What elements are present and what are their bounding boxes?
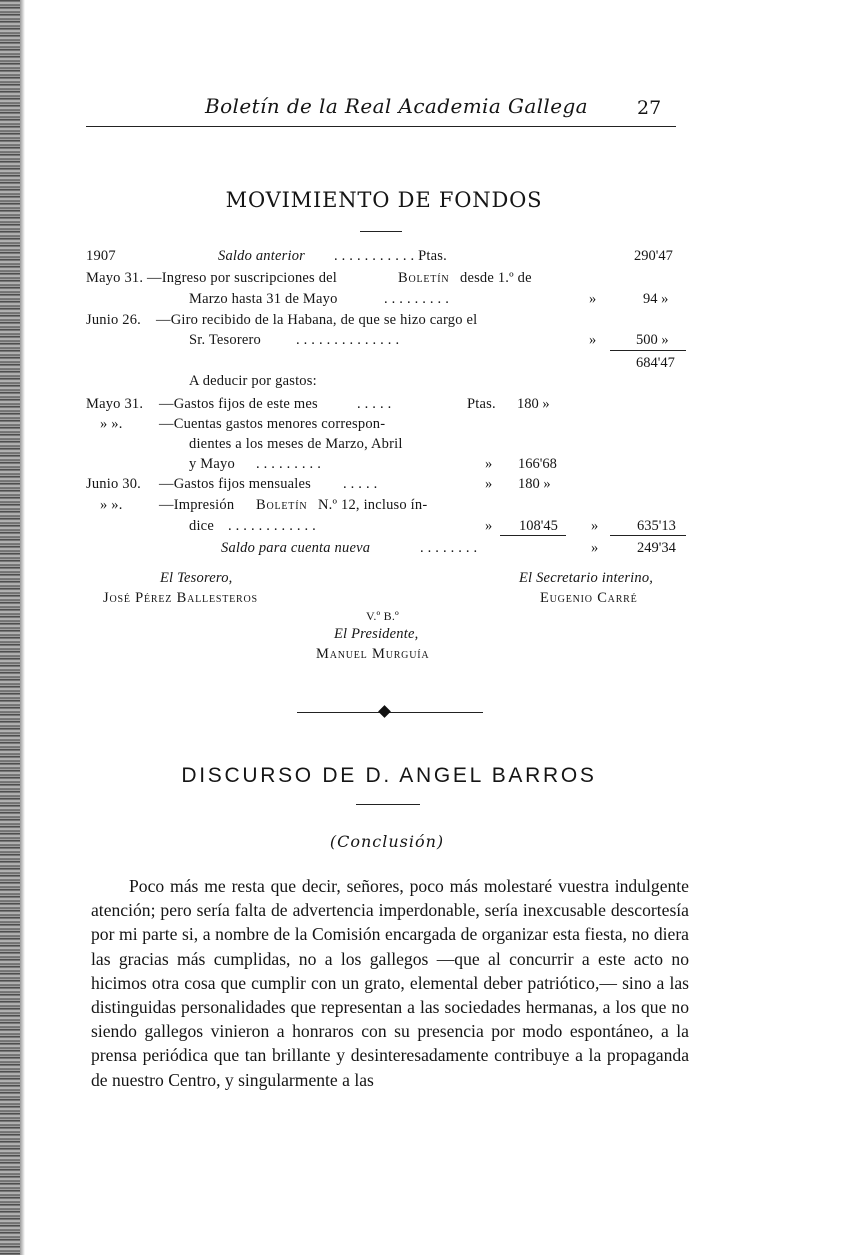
title-underline bbox=[360, 231, 402, 232]
ledger-desc: Saldo para cuenta nueva bbox=[221, 540, 371, 556]
ledger-leader: . . . . . . . . . . . . bbox=[228, 518, 316, 534]
ledger-desc-after: N.º 12, incluso ín- bbox=[318, 497, 428, 513]
ledger-date: Junio 26. bbox=[86, 312, 141, 328]
section-title-discurso: DISCURSO DE D. ANGEL BARROS bbox=[181, 764, 597, 787]
ledger-ditto-date: » ». bbox=[100, 497, 123, 513]
ledger-amount: 180 » bbox=[518, 476, 551, 492]
ledger-total: 249'34 bbox=[637, 540, 676, 556]
visto-bueno: V.º B.º bbox=[366, 609, 399, 623]
ledger-ditto-mark: » bbox=[485, 518, 493, 534]
ledger-desc: Sr. Tesorero bbox=[189, 332, 261, 348]
ledger-desc: Marzo hasta 31 de Mayo bbox=[189, 291, 338, 307]
ledger-ditto-mark: » bbox=[485, 476, 493, 492]
ledger-desc: —Gastos fijos mensuales bbox=[159, 476, 312, 492]
president-role: El Presidente, bbox=[334, 626, 419, 642]
ledger-leader: . . . . . bbox=[357, 396, 392, 412]
ledger-desc: —Cuentas gastos menores correspon- bbox=[159, 416, 386, 432]
ledger-desc-smallcaps: Boletín bbox=[398, 270, 450, 286]
ledger-desc: dientes a los meses de Marzo, Abril bbox=[189, 436, 403, 452]
sum-rule bbox=[500, 535, 566, 536]
ledger-leader: . . . . . . . . bbox=[420, 540, 478, 556]
ledger-leader: . . . . . . . . . . . . . . bbox=[296, 332, 400, 348]
ledger-ditto-mark: » bbox=[589, 332, 597, 348]
ledger-date: Mayo 31. bbox=[86, 396, 144, 412]
president-name: Manuel Murguía bbox=[316, 646, 430, 662]
ledger-ditto-date: » ». bbox=[100, 416, 123, 432]
ledger-ditto-mark: » bbox=[589, 291, 597, 307]
running-title: Boletín de la Real Academia Gallega bbox=[205, 94, 588, 118]
discurso-subtitle: (Conclusión) bbox=[329, 832, 445, 851]
ledger-date: 1907 bbox=[86, 248, 116, 264]
ledger-amount: 108'45 bbox=[519, 518, 558, 534]
divider-diamond bbox=[378, 705, 391, 718]
ledger-leader: . . . . . . . . . bbox=[256, 456, 322, 472]
ledger-desc: dice bbox=[189, 518, 214, 534]
ledger-amount: 166'68 bbox=[518, 456, 557, 472]
ledger-desc: —Ingreso por suscripciones del bbox=[147, 270, 338, 286]
ledger-leader: . . . . . . . . . bbox=[384, 291, 450, 307]
page-number: 27 bbox=[637, 97, 662, 119]
treasurer-role: El Tesorero, bbox=[160, 570, 233, 586]
ledger-subtotal: 684'47 bbox=[636, 355, 675, 371]
ledger-date: Junio 30. bbox=[86, 476, 141, 492]
ledger-leader: . . . . . bbox=[343, 476, 378, 492]
ledger-ditto-mark: » bbox=[485, 456, 493, 472]
ledger-total: 94 » bbox=[643, 291, 669, 307]
ledger-desc-smallcaps: Boletín bbox=[256, 497, 308, 513]
ledger-ditto-mark: » bbox=[591, 518, 599, 534]
ledger-date: Mayo 31. bbox=[86, 270, 144, 286]
ledger-ditto-mark: » bbox=[591, 540, 599, 556]
header-rule bbox=[86, 126, 676, 127]
ledger-desc: —Giro recibido de la Habana, de que se hizo cargo el bbox=[156, 312, 478, 328]
sum-rule bbox=[610, 350, 686, 351]
treasurer-name: José Pérez Ballesteros bbox=[103, 590, 258, 606]
ledger-amount: 180 » bbox=[517, 396, 550, 412]
section-title-movimiento: MOVIMIENTO DE FONDOS bbox=[225, 188, 543, 212]
title-underline bbox=[356, 804, 420, 805]
ledger-total: 290'47 bbox=[634, 248, 673, 264]
secretary-name: Eugenio Carré bbox=[540, 590, 638, 606]
ledger-currency: Ptas. bbox=[467, 396, 496, 412]
ledger-total: 635'13 bbox=[637, 518, 676, 534]
ledger-leader: . . . . . . . . . . . Ptas. bbox=[334, 248, 447, 264]
discurso-paragraph: Poco más me resta que decir, señores, poco más molestaré vuestra indulgente atención; pero sería falta de advertencia imperdonable, sería inexcusable descortesía por mi parte si, a nombre de la Comisión encargada de organizar esta fiesta, no diera las gracias más cumplidas, no a los gallegos —que al concurrir a este acto no hicimos otra cosa que cumplir con un grato, elemental deber patriótico,— sino a las distinguidas personalidades que representan a las sociedades hermanas, a los que no siendo gallegos vinieron a honraros con su presencia por modo espontáneo, a la prensa periódica que tan brillante y desinteresadamente contribuye a la propaganda de nuestro Centro, y singularmente a las bbox=[91, 876, 689, 1090]
ledger-desc: —Impresión bbox=[159, 497, 235, 513]
ledger-desc: Saldo anterior bbox=[218, 248, 305, 264]
ledger-desc: —Gastos fijos de este mes bbox=[159, 396, 318, 412]
secretary-role: El Secretario interino, bbox=[519, 570, 654, 586]
ledger-desc: y Mayo bbox=[189, 456, 235, 472]
ledger-desc-after: desde 1.º de bbox=[460, 270, 532, 286]
deductions-heading: A deducir por gastos: bbox=[189, 373, 317, 389]
ledger-total: 500 » bbox=[636, 332, 669, 348]
sum-rule bbox=[610, 535, 686, 536]
